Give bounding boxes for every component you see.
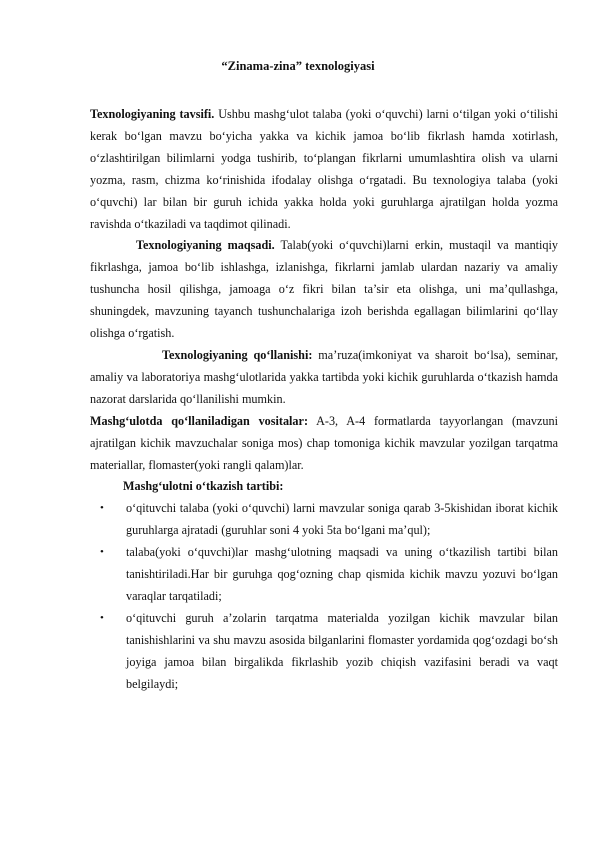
bullet-icon: • bbox=[100, 502, 104, 515]
usage-text: ma’ruza(imkoniyat va sharoit bo‘lsa), seminar, amaliy va laboratoriya mashg‘ulotlarida yakka tartibda yoki kichik guruhlarda o‘tkazish hamda nazorat darslarida qo‘llanilishi mumkin. bbox=[90, 347, 558, 406]
paragraph-goal bbox=[90, 235, 558, 345]
document-body bbox=[90, 104, 558, 695]
tools-heading: Mashg‘ulotda qo‘llaniladigan vositalar: bbox=[90, 413, 308, 428]
list-item bbox=[90, 608, 558, 696]
goal-heading: Texnologiyaning maqsadi. bbox=[136, 238, 275, 253]
paragraph-tools bbox=[90, 411, 558, 477]
list-item-text: talaba(yoki o‘quvchi)lar mashg‘ulotning maqsadi va uning o‘tkazilish tartibi bilan tanishtiriladi.Har bir guruhga qog‘ozning chap qismida kichik mavzu yozuvi bo‘lgan varaqlar tarqatiladi; bbox=[126, 545, 558, 603]
goal-text: Talab(yoki o‘quvchi)larni erkin, mustaqil va mantiqiy fikrlashga, jamoa bo‘lib ishlashga, izlanishga, fikrlarni jamlab ulardan nazariy va amaliy tushuncha hosil qilishga, jamoaga o‘z fikri bilan ta’sir eta olishga, uni ma’qullashga, shuningdek, mavzuning tayanch tushunchalariga izoh berishda egallagan bilimlarini qo‘llay olishga o‘rgatish. bbox=[90, 238, 559, 341]
list-item-text: o‘qituvchi guruh a’zolarin tarqatma materialda yozilgan kichik mavzular bilan tanishishlarini va shu mavzu asosida bilganlarini flomaster yordamida qog‘ozdagi bo‘sh joyiga jamoa bilan birgalikda fikrlashib yozib chiqish vazifasini beradi va vaqt belgilaydi; bbox=[126, 610, 558, 691]
paragraph-usage bbox=[90, 345, 558, 411]
paragraph-procedure bbox=[90, 476, 558, 498]
description-heading: Texnologiyaning tavsifi. bbox=[90, 107, 215, 121]
description-text: Ushbu mashg‘ulot talaba (yoki o‘quvchi) larni o‘tilgan yoki o‘tilishi kerak bo‘lgan mavzu bo‘yicha yakka va kichik jamoa bo‘lib fikrlash hamda xotirlash, o‘zlashtirilgan bilimlarni yodga tushirib, to‘plangan fikrlarni umumlashtira olish va ularni yozma, rasm, chizma ko‘rinishida ifodalay olishga o‘rgatadi. Bu texnologiya talaba (yoki o‘quvchi) lar bilan bir guruh ichida yakka holda yoki guruhlarga ajratilgan holda yozma ravishda o‘tkaziladi va taqdimot qilinadi. bbox=[90, 107, 558, 231]
list-item-text: o‘qituvchi talaba (yoki o‘quvchi) larni mavzular soniga qarab 3-5kishidan iborat kichik guruhlarga ajratadi (guruhlar soni 4 yoki 5ta bo‘lgani ma’qul); bbox=[126, 501, 558, 538]
procedure-heading: Mashg‘ulotni o‘tkazish tartibi: bbox=[123, 479, 284, 494]
document-title: “Zinama-zina” texnologiyasi bbox=[221, 59, 375, 73]
bullet-icon: • bbox=[100, 611, 104, 624]
procedure-list bbox=[90, 498, 558, 695]
list-item bbox=[90, 542, 558, 608]
list-item bbox=[90, 498, 558, 542]
tools-text: A-3, A-4 formatlarda tayyorlangan (mavzuni ajratilgan kichik mavzuchalar soniga mos) chap tomoniga kichik mavzular yozilgan tarqatma materiallar, flomaster(yoki rangli qalam)lar. bbox=[90, 413, 558, 472]
paragraph-description bbox=[90, 104, 558, 235]
bullet-icon: • bbox=[100, 546, 104, 559]
usage-heading: Texnologiyaning qo‘llanishi: bbox=[162, 347, 313, 362]
